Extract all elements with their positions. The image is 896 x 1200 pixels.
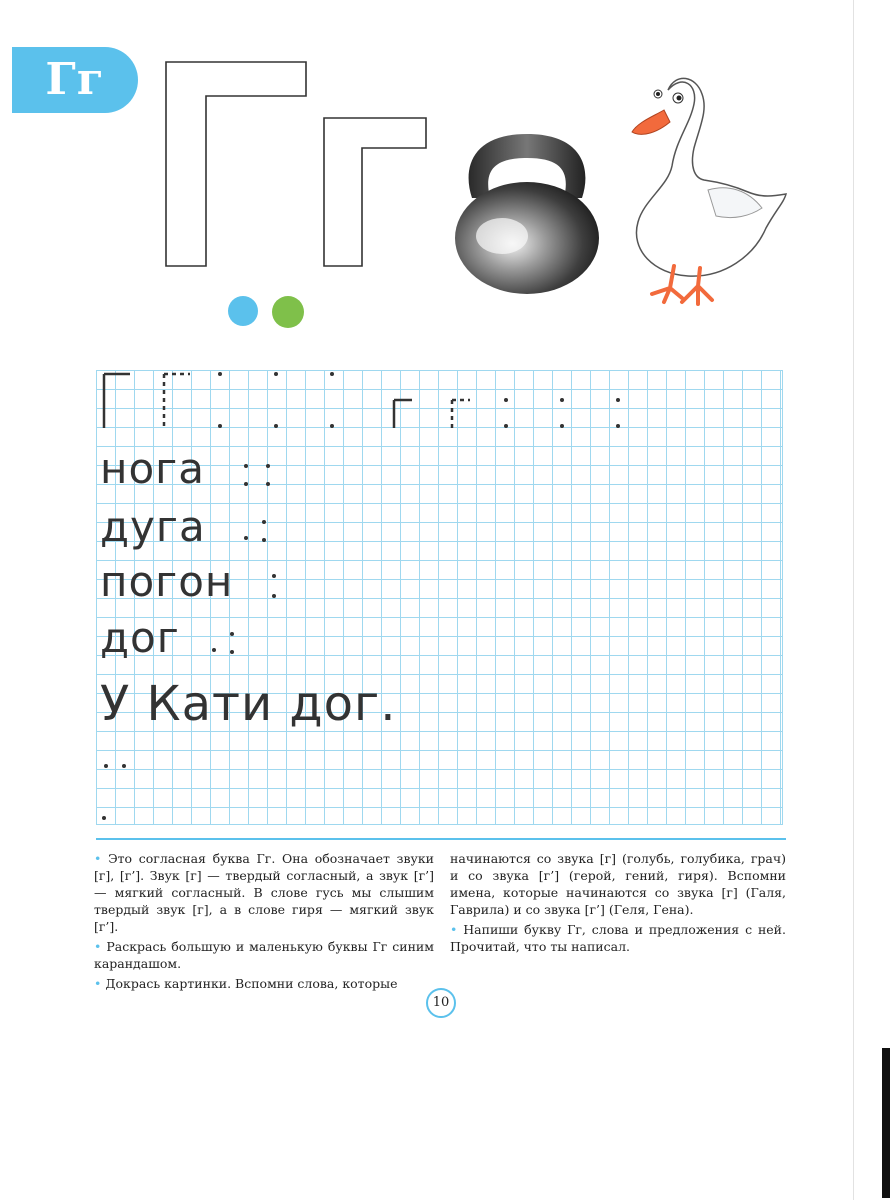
binding-strip [882, 1048, 890, 1198]
big-small-g-outline [324, 118, 426, 266]
bullet-icon: • [450, 922, 464, 937]
goose-icon [624, 70, 788, 310]
bullet-icon: • [94, 851, 109, 866]
instructions-right-column [450, 850, 786, 958]
trace-dots [236, 508, 296, 548]
page-number: 10 [426, 988, 456, 1018]
trace-dots [96, 752, 146, 832]
outline-letters-icon [160, 58, 440, 274]
letter-badge: Гг [12, 47, 138, 113]
hard-sound-dot [228, 296, 258, 326]
trace-word: погон [100, 557, 234, 606]
instruction-paragraph: • Раскрась большую и маленькую буквы Гг синим карандашом. [94, 939, 434, 971]
trace-dots [204, 620, 264, 660]
big-capital-g-outline [166, 62, 306, 266]
instruction-paragraph: начинаются со звука [г] (голубь, голубика, грач) и со звука [г’] (герой, гений, гиря). Вспомни имена, которые начинаются со звука [г] (Галя, Гаврила) и со звука [г’] (Геля, Гена). [450, 851, 786, 917]
trace-dots [236, 452, 296, 492]
trace-word: дог [100, 613, 180, 662]
trace-sentence: У Кати дог. [100, 676, 397, 732]
instruction-paragraph: • Напиши букву Гг, слова и предложения с ней. Прочитай, что ты написал. [450, 922, 786, 954]
section-divider [96, 838, 786, 840]
soft-sound-dot [272, 296, 304, 328]
letter-tracing-row [100, 366, 660, 436]
trace-word: дуга [100, 502, 206, 551]
kettlebell-icon [452, 128, 602, 296]
bullet-icon: • [94, 939, 107, 954]
trace-word: нога [100, 444, 205, 493]
trace-dots [264, 564, 294, 604]
instruction-paragraph: • Это согласная буква Гг. Она обозначает звуки [г], [г’]. Звук [г] — твердый согласный, а звук [г’] — мягкий согласный. В слове гусь мы слышим твердый звук [г], а в слове гиря — мягкий звук [г’]. [94, 851, 434, 934]
page-edge [853, 0, 896, 1200]
bullet-icon: • [94, 976, 106, 991]
instruction-paragraph: • Докрась картинки. Вспомни слова, которые [94, 976, 398, 991]
instructions-left-column [94, 850, 434, 995]
